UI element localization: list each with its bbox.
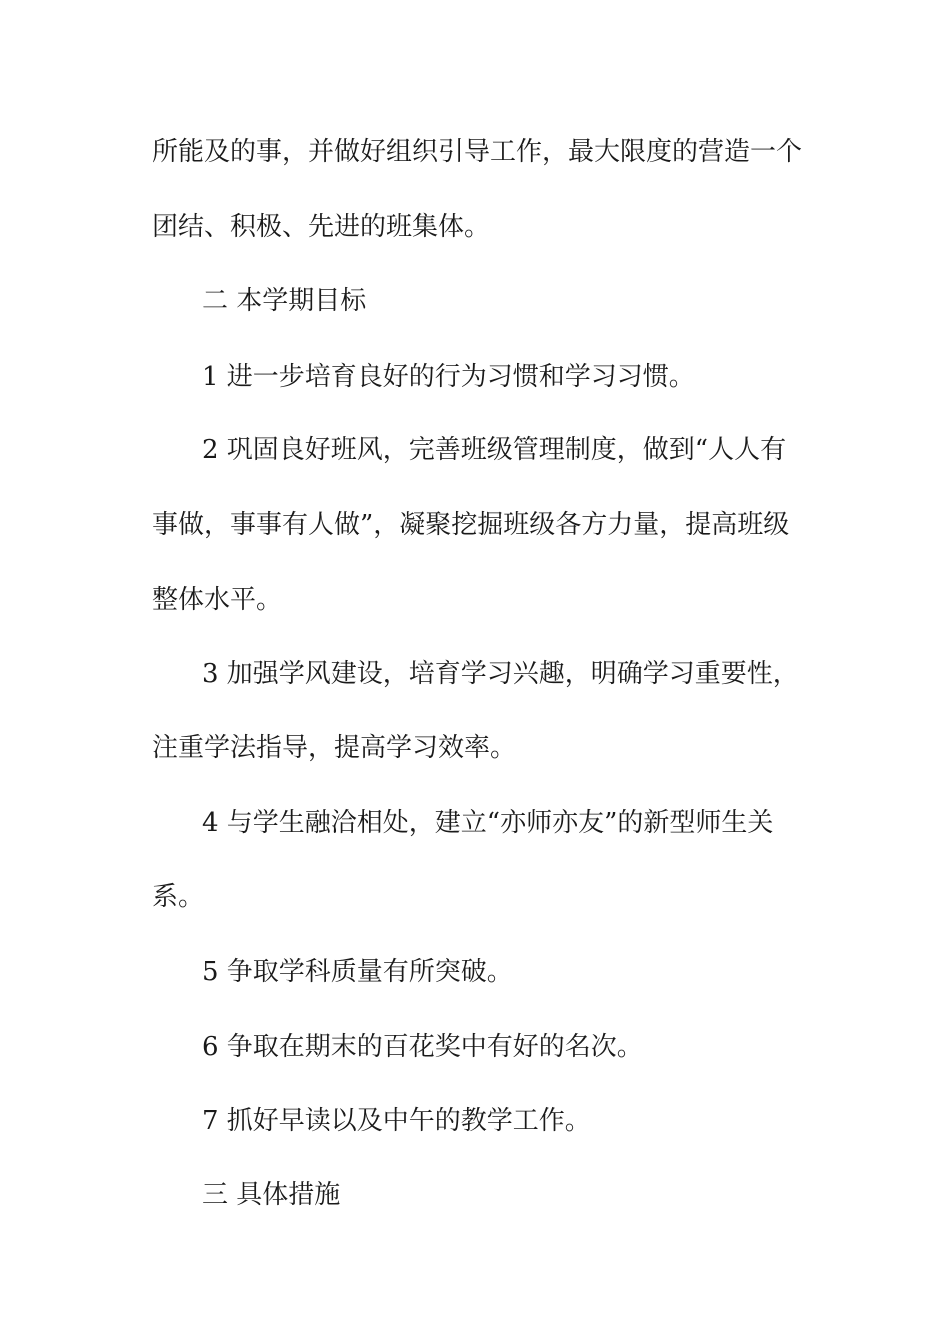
section-heading-measures: 三 具体措施 [202, 1180, 341, 1210]
paragraph-line: 所能及的事，并做好组织引导工作，最大限度的营造一个 [152, 137, 803, 167]
goal-item-3: 3 加强学风建设，培育学习兴趣，明确学习重要性， [202, 659, 799, 689]
paragraph-line: 注重学法指导，提高学习效率。 [152, 733, 517, 763]
paragraph-line: 整体水平。 [152, 585, 283, 615]
paragraph-line: 团结、积极、先进的班集体。 [152, 212, 491, 242]
goal-item-5: 5 争取学科质量有所突破。 [202, 957, 513, 987]
section-heading-goals: 二 本学期目标 [202, 286, 367, 316]
paragraph-line: 系。 [152, 882, 205, 912]
goal-item-7: 7 抓好早读以及中午的教学工作。 [202, 1106, 591, 1136]
goal-item-1: 1 进一步培育良好的行为习惯和学习习惯。 [202, 362, 695, 392]
paragraph-line: 事做，事事有人做”，凝聚挖掘班级各方力量，提高班级 [152, 510, 790, 540]
goal-item-2: 2 巩固良好班风，完善班级管理制度，做到“人人有 [202, 435, 787, 465]
goal-item-4: 4 与学生融洽相处，建立“亦师亦友”的新型师生关 [202, 808, 774, 838]
goal-item-6: 6 争取在期末的百花奖中有好的名次。 [202, 1032, 643, 1062]
